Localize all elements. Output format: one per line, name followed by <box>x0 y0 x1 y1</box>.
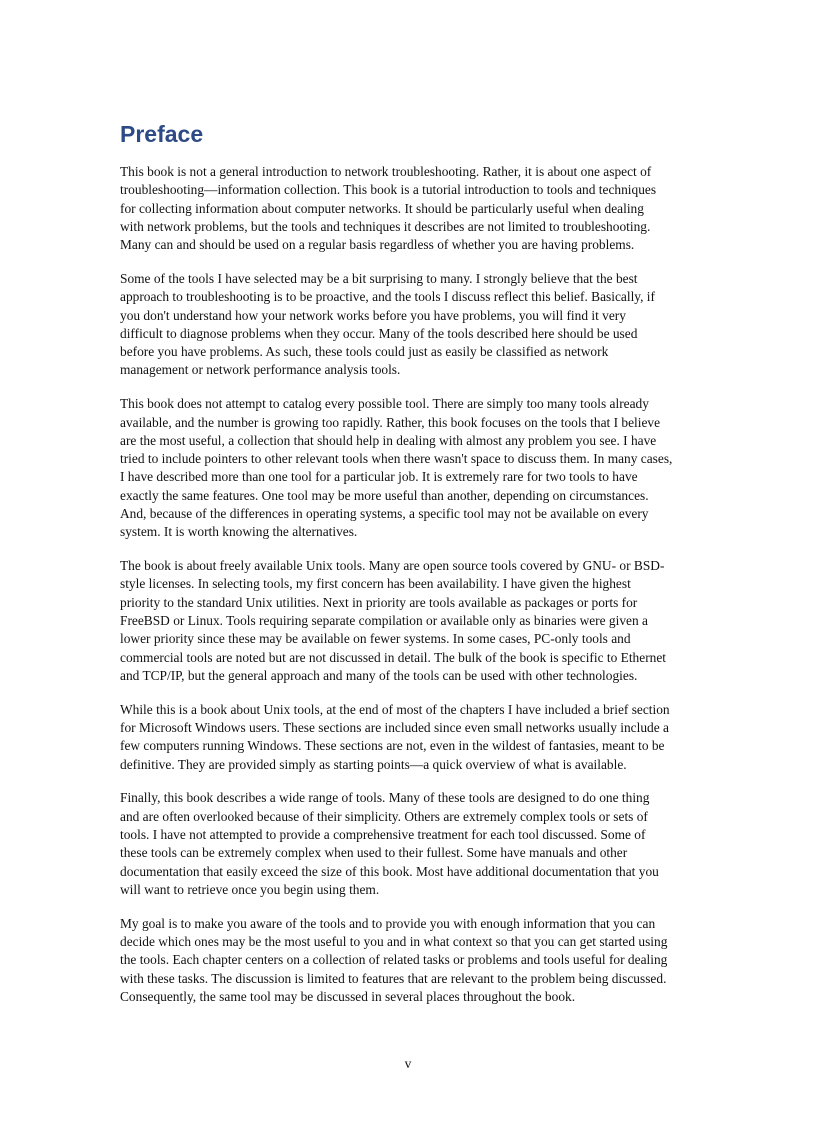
text-line: This book is not a general introduction to network troubleshooting. Rather, it is about one aspect of <box>120 164 652 179</box>
text-line: Many can and should be used on a regular basis regardless of whether you are having problems. <box>120 237 635 253</box>
text-line: Some of the tools I have selected may be a bit surprising to many. I strongly believe that the best <box>120 270 638 286</box>
preface-body <box>120 163 704 1022</box>
text-line: approach to troubleshooting is to be proactive, and the tools I discuss reflect this belief. Basically, if <box>120 289 655 305</box>
paragraph-2 <box>120 270 704 380</box>
text-line: available, and the number is growing too rapidly. Rather, this book focuses on the tools that I believe <box>120 414 661 430</box>
text-line: While this is a book about Unix tools, at the end of most of the chapters I have included a brief section <box>120 701 670 717</box>
text-line: commercial tools are noted but are not discussed in detail. The bulk of the book is specific to Ethernet <box>120 649 667 665</box>
text-line: and TCP/IP, but the general approach and many of the tools can be used with other technologies. <box>120 667 638 683</box>
text-line: style licenses. In selecting tools, my first concern has been availability. I have given the highest <box>120 576 631 592</box>
text-line: documentation that easily exceed the size of this book. Most have additional documentation that you <box>120 863 659 879</box>
text-line: My goal is to make you aware of the tools and to provide you with enough information that you can <box>120 915 656 931</box>
text-line: lower priority since these may be available on fewer systems. In some cases, PC-only tools and <box>120 631 631 647</box>
text-line: tools. I have not attempted to provide a comprehensive treatment for each tool discussed. Some of <box>120 827 646 842</box>
text-line: And, because of the differences in operating systems, a specific tool may not be available on every <box>120 506 649 522</box>
text-line: priority to the standard Unix utilities. Next in priority are tools available as packages or ports for <box>120 594 638 610</box>
text-line: troubleshooting—information collection. This book is a tutorial introduction to tools and techniques <box>120 182 657 198</box>
text-line: will want to retrieve once you begin using them. <box>120 881 380 897</box>
text-line: difficult to diagnose problems when they occur. Many of the tools described here should be used <box>120 325 638 341</box>
text-line: This book does not attempt to catalog every possible tool. There are simply too many tools already <box>120 396 649 412</box>
text-line: I have described more than one tool for a particular job. It is extremely rare for two tools to have <box>120 469 638 485</box>
text-line: exactly the same features. One tool may be more useful than another, depending on circumstances. <box>120 487 649 503</box>
text-line: definitive. They are provided simply as starting points—a quick overview of what is available. <box>120 756 627 772</box>
text-line: Consequently, the same tool may be discussed in several places throughout the book. <box>120 988 576 1004</box>
paragraph-5 <box>120 701 704 774</box>
text-line: you don't understand how your network works before you have problems, you will find it very <box>120 307 626 323</box>
paragraph-1 <box>120 163 704 254</box>
text-line: decide which ones may be the most useful to you and in what context so that you can get started using <box>120 933 668 949</box>
text-line: before you have problems. As such, these tools could just as easily be classified as network <box>120 344 609 360</box>
page-title: Preface <box>120 121 204 147</box>
text-line: with these tasks. The discussion is limited to features that are relevant to the problem being discussed. <box>120 970 667 986</box>
paragraph-7 <box>120 915 704 1006</box>
text-line: and are often overlooked because of their simplicity. Others are extremely complex tools or sets of <box>120 808 648 824</box>
paragraph-4 <box>120 557 704 685</box>
text-line: FreeBSD or Linux. Tools requiring separate compilation or available only as binaries were given a <box>120 613 648 629</box>
text-line: the tools. Each chapter centers on a collection of related tasks or problems and tools useful for dealing <box>120 952 668 968</box>
paragraph-6 <box>120 789 704 899</box>
paragraph-3 <box>120 395 704 541</box>
text-line: The book is about freely available Unix tools. Many are open source tools covered by GNU- or BSD- <box>120 558 665 574</box>
text-line: Finally, this book describes a wide range of tools. Many of these tools are designed to do one thing <box>120 790 650 806</box>
text-line: these tools can be extremely complex when used to their fullest. Some have manuals and other <box>120 845 628 861</box>
text-line: system. It is worth knowing the alternatives. <box>120 524 358 540</box>
text-line: with network problems, but the tools and techniques it describes are not limited to troubleshooting. <box>120 218 651 234</box>
text-line: for Microsoft Windows users. These sections are included since even small networks usually include a <box>120 720 669 736</box>
text-line: few computers running Windows. These sections are not, even in the wildest of fantasies, meant to be <box>120 738 665 754</box>
text-line: tried to include pointers to other relevant tools when there wasn't space to discuss them. In many cases, <box>120 451 673 467</box>
page-number: v <box>404 1056 412 1071</box>
text-line: are the most useful, a collection that should help in dealing with almost any problem you see. I have <box>120 432 657 448</box>
text-line: management or network performance analysis tools. <box>120 362 401 378</box>
text-line: for collecting information about computer networks. It should be particularly useful when dealing <box>120 200 644 216</box>
